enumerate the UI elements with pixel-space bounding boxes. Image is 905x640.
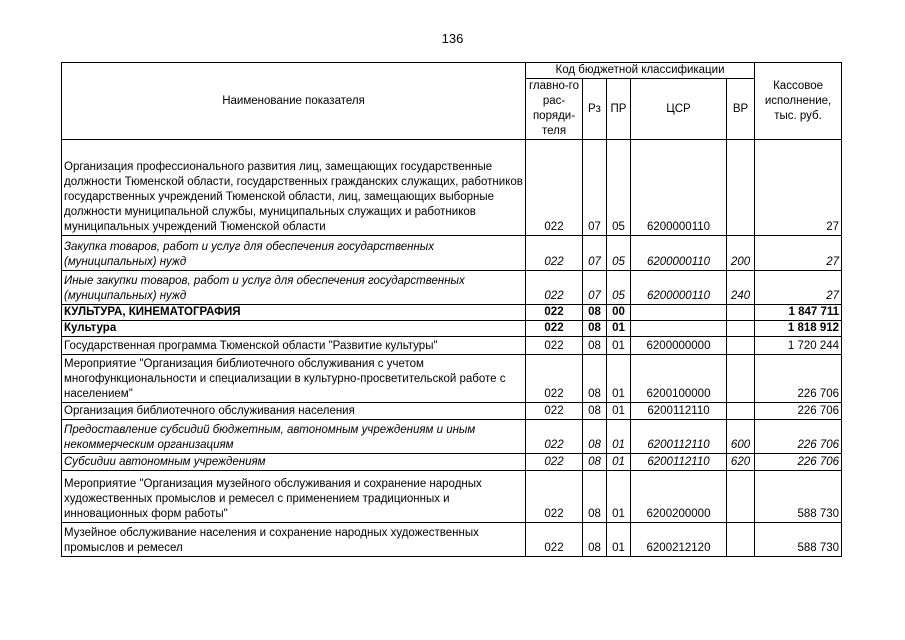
header-amount: Кассовое исполнение, тыс. руб. [755, 63, 842, 140]
row-csr: 6200000110 [631, 271, 727, 305]
header-code-group: Код бюджетной классификации [526, 63, 755, 79]
row-csr: 6200100000 [631, 355, 727, 403]
row-vr [727, 523, 755, 557]
header-csr: ЦСР [631, 79, 727, 140]
row-amount: 226 706 [755, 403, 842, 420]
row-csr: 6200000110 [631, 140, 727, 236]
row-glavny: 022 [526, 523, 583, 557]
header-rz: Рз [583, 79, 607, 140]
row-rz: 08 [583, 454, 607, 471]
row-csr: 6200112110 [631, 403, 727, 420]
table-row [62, 454, 842, 471]
row-rz: 08 [583, 403, 607, 420]
row-amount: 588 730 [755, 471, 842, 523]
row-name: Мероприятие "Организация музейного обслуживания и сохранение народных художественных промыслов и ремесел с применением традиционных и инновационных форм работы" [62, 471, 526, 523]
row-pr: 01 [607, 403, 631, 420]
table-row [62, 471, 842, 523]
row-vr [727, 305, 755, 321]
row-rz: 08 [583, 471, 607, 523]
row-amount: 1 720 244 [755, 337, 842, 355]
row-rz: 08 [583, 355, 607, 403]
table-row [62, 420, 842, 454]
row-vr [727, 321, 755, 337]
row-glavny: 022 [526, 403, 583, 420]
row-amount: 226 706 [755, 355, 842, 403]
table-row [62, 403, 842, 420]
row-name: Иные закупки товаров, работ и услуг для обеспечения государственных (муниципальных) нужд [62, 271, 526, 305]
row-glavny: 022 [526, 420, 583, 454]
row-glavny: 022 [526, 305, 583, 321]
row-pr: 01 [607, 471, 631, 523]
row-name: Музейное обслуживание населения и сохранение народных художественных промыслов и ремесел [62, 523, 526, 557]
header-pr: ПР [607, 79, 631, 140]
row-csr: 6200000000 [631, 337, 727, 355]
table-row [62, 355, 842, 403]
row-vr: 620 [727, 454, 755, 471]
row-pr: 01 [607, 523, 631, 557]
row-rz: 07 [583, 140, 607, 236]
row-pr: 01 [607, 454, 631, 471]
row-name: КУЛЬТУРА, КИНЕМАТОГРАФИЯ [62, 305, 526, 321]
row-rz: 08 [583, 523, 607, 557]
table-row [62, 337, 842, 355]
row-name: Мероприятие "Организация библиотечного обслуживания с учетом многофункциональности и специализации в культурно-просветительской работе с населением" [62, 355, 526, 403]
row-name: Предоставление субсидий бюджетным, автономным учреждениям и иным некоммерческим организациям [62, 420, 526, 454]
row-csr [631, 321, 727, 337]
page-number: 136 [441, 31, 464, 46]
row-pr: 00 [607, 305, 631, 321]
row-pr: 01 [607, 420, 631, 454]
row-name: Государственная программа Тюменской области "Развитие культуры" [62, 337, 526, 355]
row-amount: 226 706 [755, 454, 842, 471]
row-amount: 27 [755, 236, 842, 271]
row-rz: 08 [583, 420, 607, 454]
row-glavny: 022 [526, 454, 583, 471]
row-name: Субсидии автономным учреждениям [62, 454, 526, 471]
table-row [62, 236, 842, 271]
row-glavny: 022 [526, 271, 583, 305]
table-row [62, 140, 842, 236]
header-glavny: главно-го рас-поряди-теля [526, 79, 583, 140]
row-csr: 6200112110 [631, 420, 727, 454]
row-glavny: 022 [526, 355, 583, 403]
row-vr: 600 [727, 420, 755, 454]
table-row [62, 305, 842, 321]
row-pr: 05 [607, 271, 631, 305]
row-vr: 240 [727, 271, 755, 305]
row-csr: 6200212120 [631, 523, 727, 557]
row-pr: 01 [607, 355, 631, 403]
row-pr: 01 [607, 337, 631, 355]
table-row [62, 271, 842, 305]
row-name: Организация библиотечного обслуживания населения [62, 403, 526, 420]
row-glavny: 022 [526, 337, 583, 355]
row-rz: 08 [583, 305, 607, 321]
row-csr [631, 305, 727, 321]
row-rz: 08 [583, 321, 607, 337]
row-rz: 08 [583, 337, 607, 355]
row-name: Закупка товаров, работ и услуг для обеспечения государственных (муниципальных) нужд [62, 236, 526, 271]
row-vr [727, 140, 755, 236]
row-amount: 588 730 [755, 523, 842, 557]
row-pr: 05 [607, 236, 631, 271]
row-vr: 200 [727, 236, 755, 271]
table-row [62, 321, 842, 337]
row-vr [727, 355, 755, 403]
row-name: Культура [62, 321, 526, 337]
row-csr: 6200200000 [631, 471, 727, 523]
row-amount: 226 706 [755, 420, 842, 454]
table-row [62, 523, 842, 557]
header-vr: ВР [727, 79, 755, 140]
header-name: Наименование показателя [62, 63, 526, 140]
row-glavny: 022 [526, 236, 583, 271]
row-rz: 07 [583, 236, 607, 271]
row-amount: 1 847 711 [755, 305, 842, 321]
budget-table [61, 62, 842, 557]
row-csr: 6200112110 [631, 454, 727, 471]
row-glavny: 022 [526, 471, 583, 523]
row-amount: 27 [755, 271, 842, 305]
row-vr [727, 471, 755, 523]
row-glavny: 022 [526, 321, 583, 337]
row-pr: 01 [607, 321, 631, 337]
row-glavny: 022 [526, 140, 583, 236]
row-amount: 1 818 912 [755, 321, 842, 337]
row-rz: 07 [583, 271, 607, 305]
row-csr: 6200000110 [631, 236, 727, 271]
row-vr [727, 403, 755, 420]
row-vr [727, 337, 755, 355]
row-pr: 05 [607, 140, 631, 236]
row-amount: 27 [755, 140, 842, 236]
row-name: Организация профессионального развития лиц, замещающих государственные должности Тюменской области, государственных гражданских служащих, работников государственных учреждений Тюменской области, лиц, замещающих выборные должности муниципальной службы, муниципальных служащих и работников муниципальных учреждений Тюменской области [62, 140, 526, 236]
